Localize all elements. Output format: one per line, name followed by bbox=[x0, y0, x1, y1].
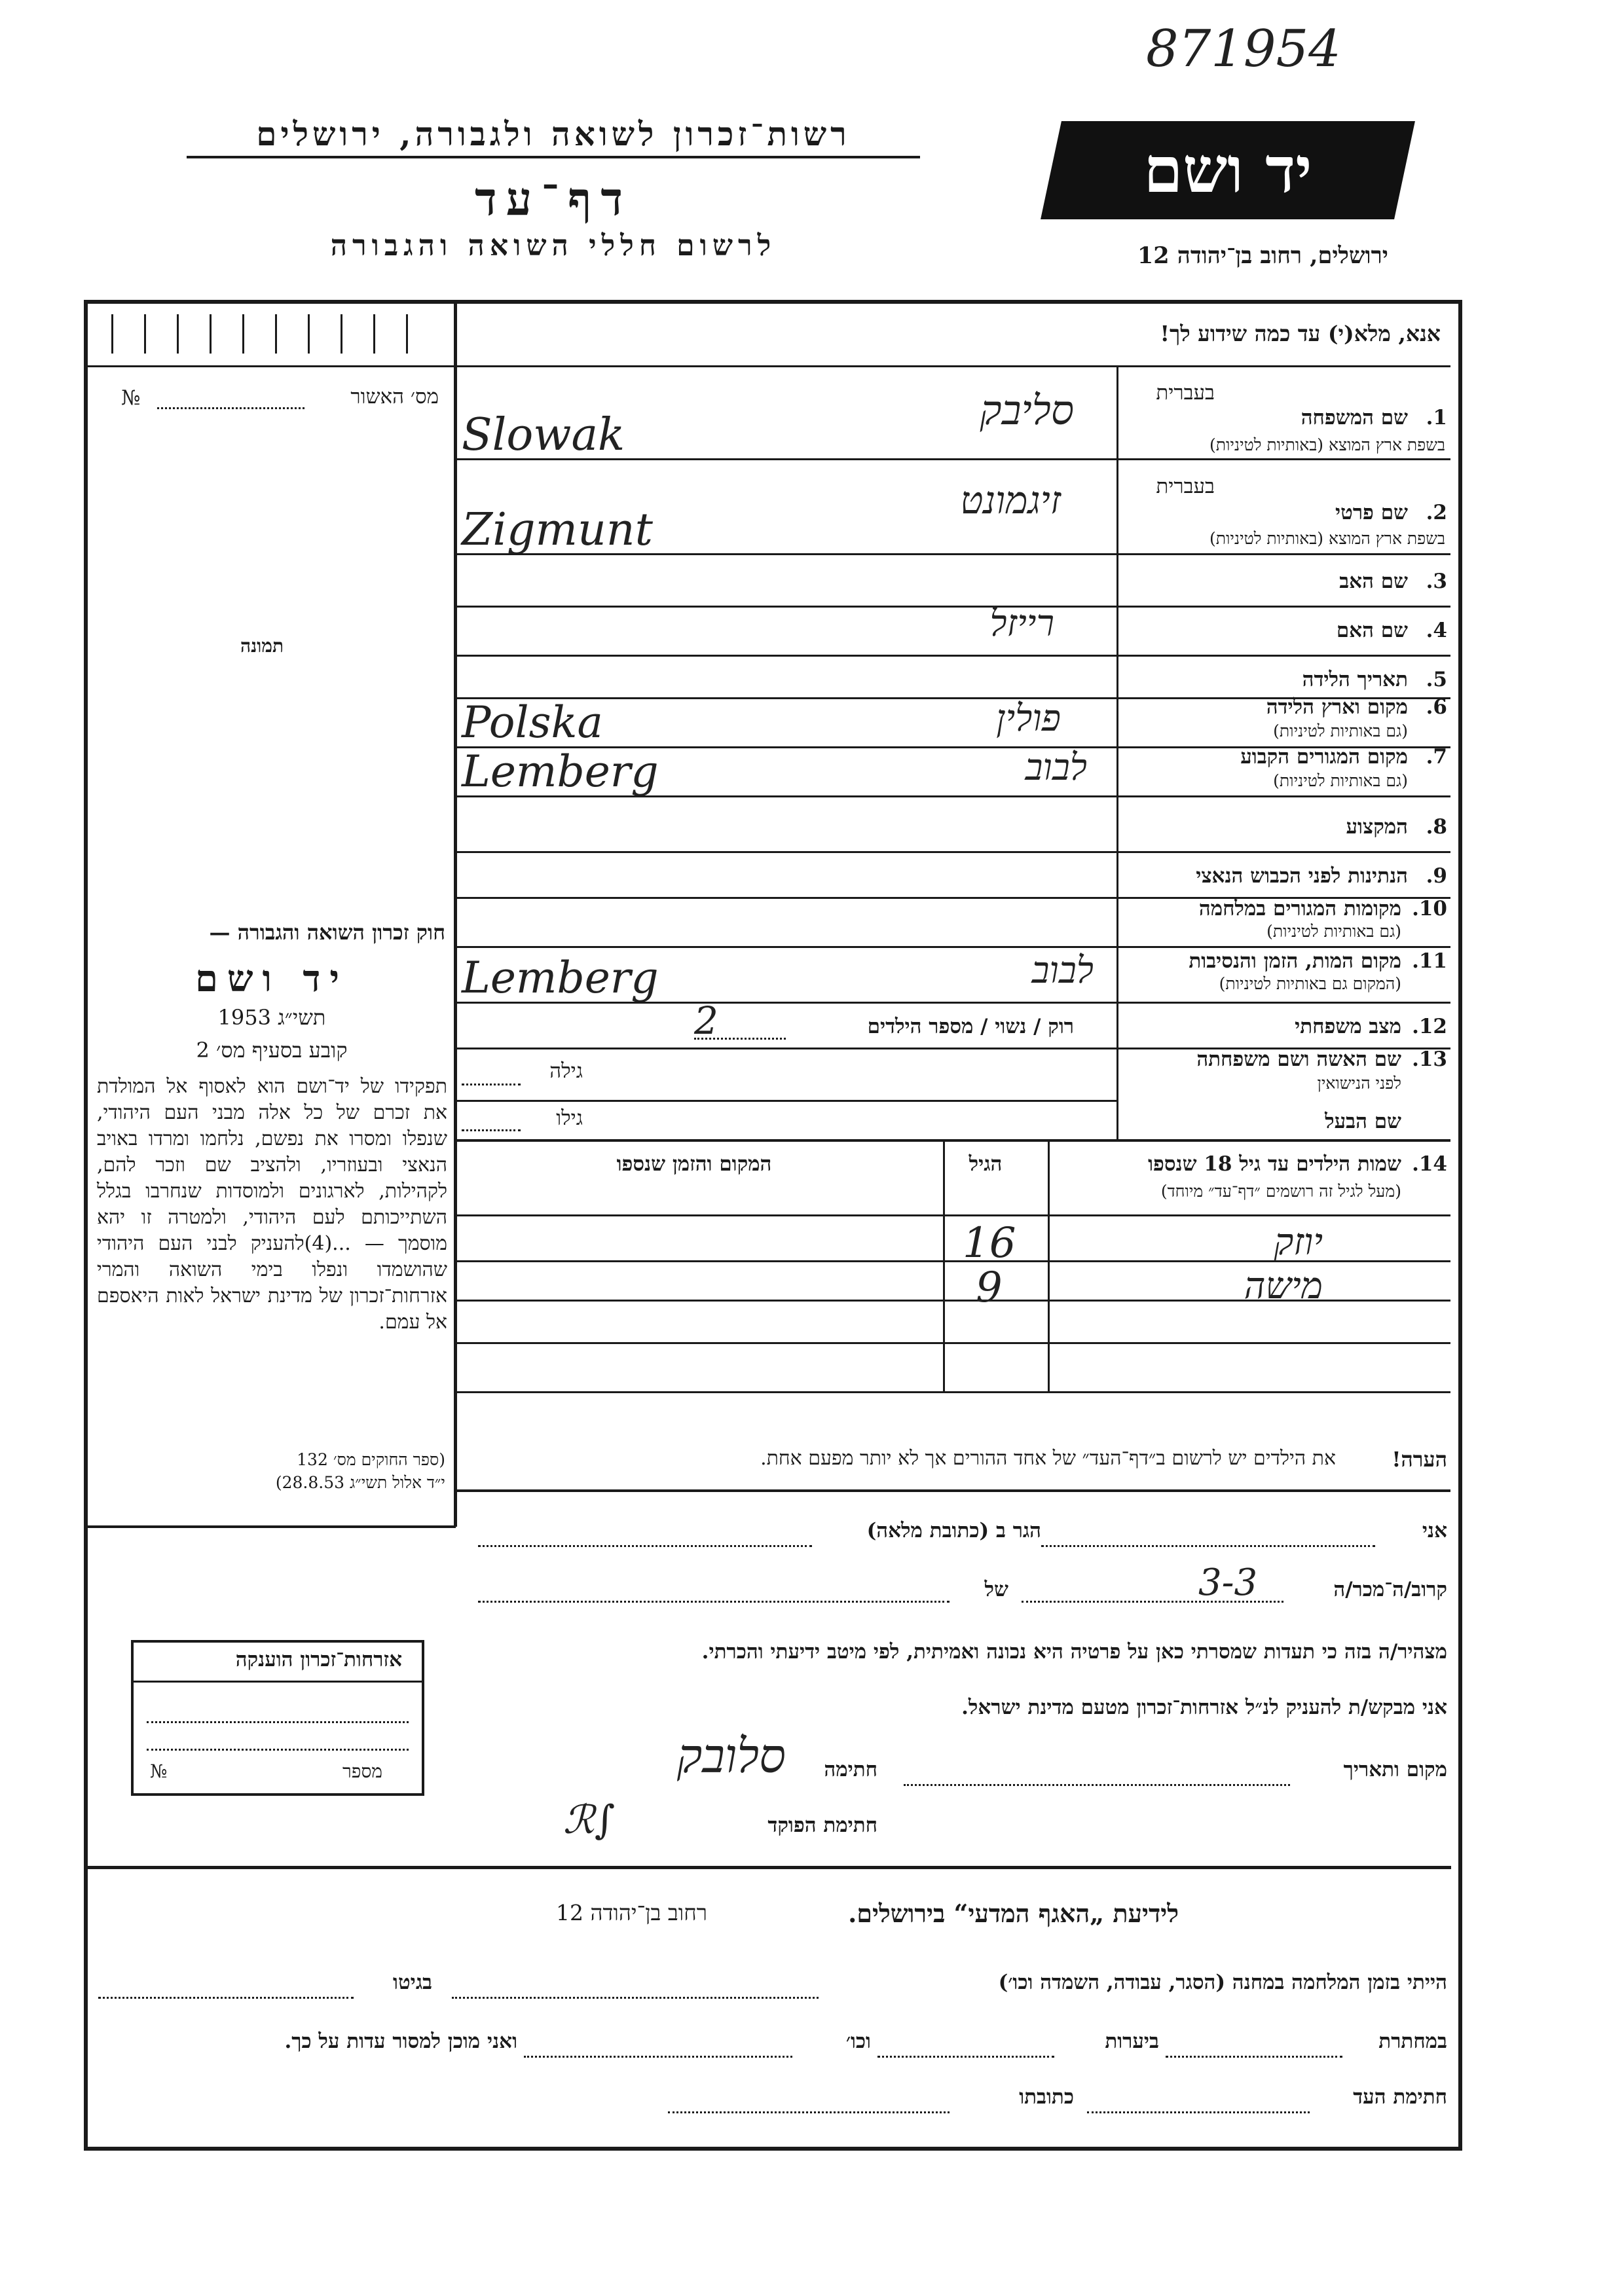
footer-etc-line[interactable] bbox=[524, 2056, 792, 2058]
relative-label: קרוב/ה־מכר/ה bbox=[1333, 1578, 1447, 1601]
place-date-line[interactable] bbox=[904, 1784, 1290, 1786]
tick-rule bbox=[87, 365, 454, 367]
footer-testimony-label: ואני מוכן למסור עדות על כך. bbox=[284, 2030, 517, 2053]
shel-line[interactable] bbox=[478, 1601, 950, 1603]
law-year: תשי״ג 1953 bbox=[217, 1005, 326, 1030]
field-11-hebrew-value: לבוב bbox=[1031, 949, 1094, 992]
field-6-number: 6. bbox=[1426, 695, 1447, 719]
signature-value: סלובק bbox=[676, 1728, 786, 1783]
approval-no-line[interactable] bbox=[157, 407, 304, 409]
field-10-sub: (גם באותיות לטיניות) bbox=[1266, 922, 1401, 941]
law-ref-2: י״ד אלול תשי״ג 28.8.53) bbox=[275, 1473, 445, 1492]
footer-ghetto-line[interactable] bbox=[98, 1997, 354, 1999]
field-12-options: רוק / נשוי / מספר הילדים bbox=[867, 1015, 1074, 1038]
field-1-sub: בשפת ארץ המוצא (באותיות לטיניות) bbox=[1209, 435, 1445, 454]
footer-title: לידיעת „האגף המדעי“ בירושלים. bbox=[848, 1899, 1179, 1928]
field-4-rule bbox=[455, 655, 1450, 657]
children-row-rule-3 bbox=[455, 1342, 1450, 1344]
field-7-sub: (גם באותיות לטיניות) bbox=[1273, 771, 1408, 790]
resident-label: הגר ב (כתובת מלאה) bbox=[866, 1519, 1041, 1542]
declarant-name-line[interactable] bbox=[1041, 1545, 1375, 1547]
field-5-number: 5. bbox=[1426, 668, 1447, 691]
child-2-age: 9 bbox=[976, 1264, 1003, 1312]
footer-separator bbox=[87, 1866, 1451, 1869]
footer-witness-address-line[interactable] bbox=[668, 2111, 950, 2113]
place-date-label: מקום ותאריך bbox=[1343, 1758, 1447, 1781]
note-label: הערה! bbox=[1392, 1447, 1447, 1472]
law-box-rule bbox=[87, 1525, 456, 1528]
signature-label: חתימה bbox=[824, 1758, 877, 1781]
declaration-request: אני מבקש/ת להעניק לנ״ל אזרחות־זכרון מטעם מדינת ישראל. bbox=[961, 1696, 1447, 1719]
field-2-sub: בשפת ארץ המוצא (באותיות לטיניות) bbox=[1209, 529, 1445, 548]
field-10-label: מקומות המגורים במלחמה bbox=[1198, 897, 1401, 920]
instruction-rule bbox=[455, 365, 1450, 367]
field-4-number: 4. bbox=[1426, 619, 1447, 642]
citizenship-number: מספר bbox=[342, 1760, 382, 1782]
field-11-number: 11. bbox=[1412, 949, 1447, 973]
footer-address: רחוב בן־יהודה 12 bbox=[556, 1900, 707, 1925]
field-1-latin-value: Slowak bbox=[462, 409, 625, 461]
tick-boxes bbox=[111, 314, 445, 354]
field-1-number: 1. bbox=[1426, 406, 1447, 429]
yad-vashem-address: ירושלים, רחוב בן־יהודה 12 bbox=[1137, 242, 1388, 269]
field-11-sub: (המקום גם באותיות לטיניות) bbox=[1219, 974, 1401, 993]
field-2-label: שם פרטי bbox=[1335, 501, 1408, 524]
field-14-sub: (מעל לגיל זה רושמים ״דף־עד״ מיוחד) bbox=[1160, 1182, 1401, 1201]
field-6-hebrew-value: פולין bbox=[996, 697, 1061, 740]
officer-signature-label: חתימת הפוקד bbox=[767, 1813, 877, 1837]
footer-forests-line[interactable] bbox=[877, 2056, 1054, 2058]
children-row-rule-4 bbox=[455, 1391, 1450, 1393]
footer-underground-label: במחתרת bbox=[1378, 2030, 1447, 2053]
husband-age-line[interactable] bbox=[462, 1129, 521, 1131]
citizenship-no-sign: № bbox=[150, 1760, 168, 1782]
in-hebrew-label-1: בעברית bbox=[1156, 381, 1215, 405]
law-clause: קובע בסעיף מס׳ 2 bbox=[196, 1038, 348, 1063]
form-title: דף־עד bbox=[474, 172, 632, 226]
child-2-name: מישה bbox=[1244, 1265, 1323, 1307]
field-12-children-value: 2 bbox=[694, 998, 718, 1043]
children-age-divider-right bbox=[1048, 1139, 1050, 1391]
law-title: חוק זכרון השואה והגבורה — bbox=[209, 920, 445, 945]
wife-age-label: גילה bbox=[549, 1059, 583, 1083]
approval-no-label: מס׳ האשור bbox=[350, 385, 439, 409]
field-13-rule bbox=[455, 1100, 1116, 1102]
field-1-label: שם המשפחה bbox=[1301, 406, 1408, 429]
footer-forests-label: ביערות bbox=[1105, 2030, 1159, 2053]
field-1-rule bbox=[455, 458, 1450, 460]
field-13-label: שם האשה ושם משפחתה bbox=[1196, 1048, 1401, 1071]
field-3-label: שם האב bbox=[1339, 570, 1408, 593]
field-husband-rule bbox=[455, 1139, 1450, 1142]
field-9-label: הנתינות לפני הכבוש הנאצי bbox=[1196, 864, 1408, 888]
law-ref-1: (ספר החוקים מס׳ 132 bbox=[297, 1450, 445, 1469]
field-10-number: 10. bbox=[1412, 897, 1447, 920]
child-1-name: יוזק bbox=[1274, 1221, 1323, 1264]
children-age-header: הגיל bbox=[969, 1152, 1003, 1176]
field-2-latin-value: Zigmunt bbox=[462, 504, 653, 556]
archive-number: 871954 bbox=[1146, 20, 1341, 79]
shel-label: של bbox=[984, 1578, 1008, 1601]
approval-no-sign: № bbox=[121, 386, 141, 410]
field-8-number: 8. bbox=[1426, 815, 1447, 839]
child-1-age: 16 bbox=[963, 1219, 1016, 1267]
citizenship-box bbox=[131, 1640, 424, 1796]
field-4-label: שם האם bbox=[1336, 619, 1408, 642]
field-14-label: שמות הילדים עד גיל 18 שנספו bbox=[1148, 1152, 1401, 1176]
field-10-rule bbox=[455, 946, 1450, 948]
field-7-rule bbox=[455, 795, 1450, 797]
field-9-number: 9. bbox=[1426, 864, 1447, 888]
field-7-latin-value: Lemberg bbox=[462, 746, 659, 797]
field-13-sub: לפני הנישואין bbox=[1317, 1074, 1401, 1093]
logo-text: יד ושם bbox=[1143, 133, 1312, 207]
children-header-rule bbox=[455, 1214, 1450, 1216]
field-11-label: מקום המות, הזמן והנסיבות bbox=[1189, 949, 1401, 973]
footer-etc-label: וכו׳ bbox=[845, 2030, 871, 2053]
field-11-rule bbox=[455, 1002, 1450, 1004]
photo-label: תמונה bbox=[240, 635, 284, 657]
footer-ghetto-label: בגיטו bbox=[393, 1971, 432, 1994]
label-column-divider bbox=[1116, 367, 1118, 1139]
field-2-hebrew-value: זיגמונט bbox=[960, 478, 1061, 522]
ani-label: אני bbox=[1422, 1519, 1447, 1542]
footer-witness-address-label: כתובתו bbox=[1019, 2085, 1074, 2109]
footer-camp-line[interactable] bbox=[452, 1997, 819, 1999]
field-12-number: 12. bbox=[1412, 1015, 1447, 1038]
field-5-label: תאריך הלידה bbox=[1302, 668, 1408, 691]
field-7-number: 7. bbox=[1426, 745, 1447, 769]
field-3-number: 3. bbox=[1426, 570, 1447, 593]
field-2-rule bbox=[455, 553, 1450, 555]
instruction-text: אנא, מלא(י) עד כמה שידוע לך! bbox=[1160, 321, 1441, 346]
field-13-number: 13. bbox=[1412, 1048, 1447, 1071]
children-age-divider-left bbox=[943, 1139, 945, 1391]
footer-underground-line[interactable] bbox=[1166, 2056, 1342, 2058]
footer-witness-signature-label: חתימת העד bbox=[1353, 2085, 1447, 2109]
note-text: את הילדים יש לרשום ב״דף־העד״ של אחד ההורים אך לא יותר מפעם אחת. bbox=[760, 1447, 1336, 1470]
form-subtitle: לרשום חללי השואה והגבורה bbox=[330, 229, 777, 263]
law-text: תפקידו של יד־ושם הוא לאסוף אל המולדת את זכרם של כל אלה מבני העם היהודי, שנפלו ומסרו את נפשם, נלחמו ומרדו באויב הנאצי ובעוזריו, ולהציב שם וזכר להם, לקהילות, לארגונים ולמוסדות שנחרבו בגלל השתייכותם לעם היהודי, ולמטרה זו יהא מוסמך — ...(4)להעניק לבני העם היהודי שהושמדו ונפלו בימי השואה והמרי אזרחות־זכרון של מדינת ישראל לאות היאספם אל עמם. bbox=[97, 1075, 448, 1334]
field-11-latin-value: Lemberg bbox=[462, 953, 659, 1003]
field-12-label: מצב משפחתי bbox=[1295, 1015, 1401, 1038]
husband-age-label: גילו bbox=[556, 1106, 583, 1130]
field-8-label: המקצוע bbox=[1346, 815, 1408, 839]
field-6-label: מקום וארץ הלידה bbox=[1266, 695, 1408, 719]
declaration-statement: מצהיר/ה בזה כי תעדות שמסרתי כאן על פרטיה היא נכונה ואמיתית, לפי מיטב ידיעתי והכרתי. bbox=[701, 1640, 1447, 1664]
note-rule bbox=[455, 1489, 1450, 1492]
footer-camp-label: הייתי בזמן המלחמה במחנה (הסגר, עבודה, השמדה וכו׳) bbox=[998, 1971, 1447, 1994]
officer-signature-mark: ℛ∫ bbox=[563, 1797, 616, 1843]
footer-witness-signature-line[interactable] bbox=[1087, 2111, 1310, 2113]
relative-value: 3-3 bbox=[1198, 1561, 1258, 1604]
yad-vashem-logo bbox=[1041, 121, 1415, 219]
field-4-value: רייזל bbox=[989, 602, 1054, 645]
authority-name: רשות־זכרון לשואה ולגבורה, ירושלים bbox=[256, 115, 851, 153]
field-6-sub: (גם באותיות לטיניות) bbox=[1273, 721, 1408, 740]
law-name: יד ושם bbox=[194, 957, 349, 1000]
field-2-number: 2. bbox=[1426, 501, 1447, 524]
children-place-header: המקום והזמן שנספו bbox=[616, 1152, 772, 1176]
field-14-number: 14. bbox=[1412, 1152, 1447, 1176]
wife-age-line[interactable] bbox=[462, 1084, 521, 1085]
field-1-hebrew-value: סליבק bbox=[980, 386, 1074, 434]
header-rule bbox=[187, 156, 920, 158]
husband-label: שם הבעל bbox=[1325, 1110, 1401, 1133]
citizenship-title: אזרחות־זכרון הוענקה bbox=[235, 1648, 402, 1671]
field-7-label: מקום המגורים הקבוע bbox=[1240, 745, 1408, 769]
resident-line[interactable] bbox=[478, 1545, 812, 1547]
field-7-hebrew-value: לבוב bbox=[1025, 746, 1087, 789]
field-8-rule bbox=[455, 851, 1450, 853]
field-6-latin-value: Polska bbox=[462, 697, 603, 748]
in-hebrew-label-2: בעברית bbox=[1156, 475, 1215, 498]
